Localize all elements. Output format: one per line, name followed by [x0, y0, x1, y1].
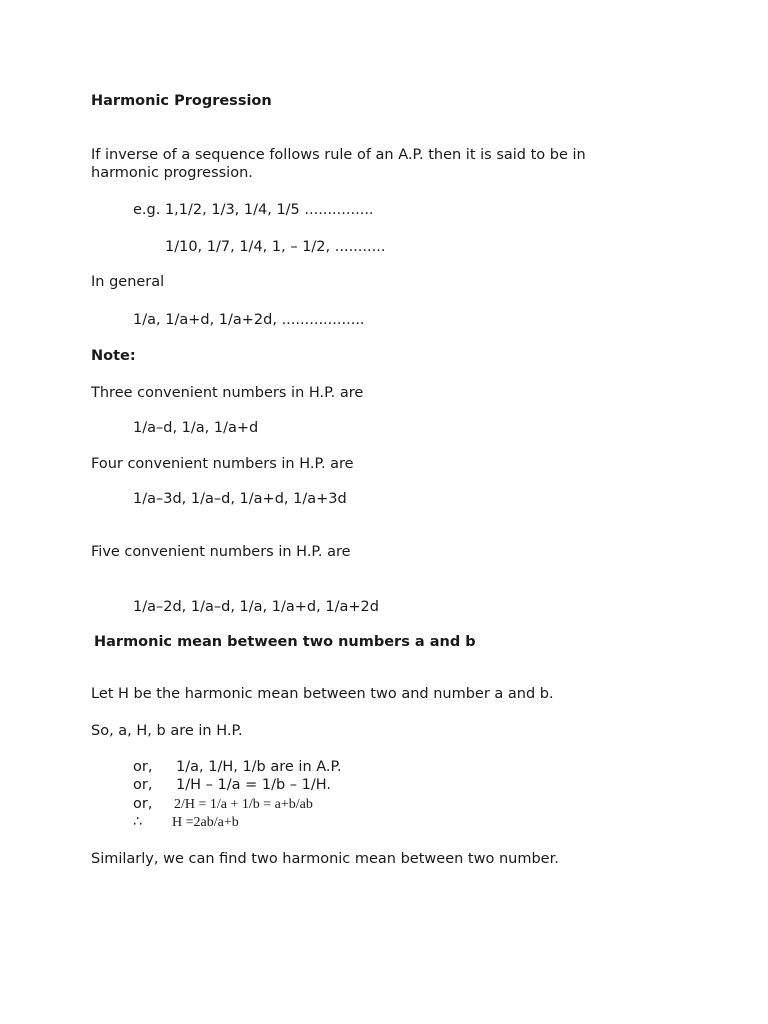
general-formula: 1/a, 1/a+d, 1/a+2d, ..................: [133, 312, 365, 328]
example-sequence-2: 1/10, 1/7, 1/4, 1, – 1/2, ...........: [165, 239, 386, 255]
four-numbers-formula: 1/a–3d, 1/a–d, 1/a+d, 1/a+3d: [133, 491, 347, 507]
let-line: Let H be the harmonic mean between two and number a and b.: [91, 686, 554, 702]
derivation-step: [133, 795, 313, 814]
step-prefix: or,: [133, 759, 153, 775]
derivation-step: [133, 776, 331, 794]
intro-line-2: harmonic progression.: [91, 165, 253, 181]
step-prefix: or,: [133, 796, 153, 812]
intro-line-1: If inverse of a sequence follows rule of an A.P. then it is said to be in: [91, 147, 586, 163]
in-general-label: In general: [91, 274, 165, 290]
step-text: 1/a, 1/H, 1/b are in A.P.: [176, 759, 342, 775]
three-numbers-formula: 1/a–d, 1/a, 1/a+d: [133, 420, 259, 436]
derivation-step: [133, 813, 239, 832]
page-title: Harmonic Progression: [91, 93, 272, 109]
example-sequence-1: e.g. 1,1/2, 1/3, 1/4, 1/5 ...............: [133, 202, 374, 218]
therefore-symbol: ∴: [133, 814, 143, 830]
step-text: 2/H = 1/a + 1/b = a+b/ab: [174, 797, 313, 812]
harmonic-mean-heading: Harmonic mean between two numbers a and b: [94, 634, 476, 650]
step-text: H =2ab/a+b: [172, 815, 239, 830]
step-prefix: or,: [133, 777, 153, 793]
derivation-step: [133, 758, 342, 776]
five-numbers-formula: 1/a–2d, 1/a–d, 1/a, 1/a+d, 1/a+2d: [133, 599, 379, 615]
four-numbers-label: Four convenient numbers in H.P. are: [91, 456, 354, 472]
similarly-line: Similarly, we can find two harmonic mean between two number.: [91, 851, 559, 867]
step-text: 1/H – 1/a = 1/b – 1/H.: [176, 777, 331, 793]
so-line: So, a, H, b are in H.P.: [91, 723, 243, 739]
five-numbers-label: Five convenient numbers in H.P. are: [91, 544, 351, 560]
three-numbers-label: Three convenient numbers in H.P. are: [91, 385, 364, 401]
note-label: Note:: [91, 348, 136, 364]
